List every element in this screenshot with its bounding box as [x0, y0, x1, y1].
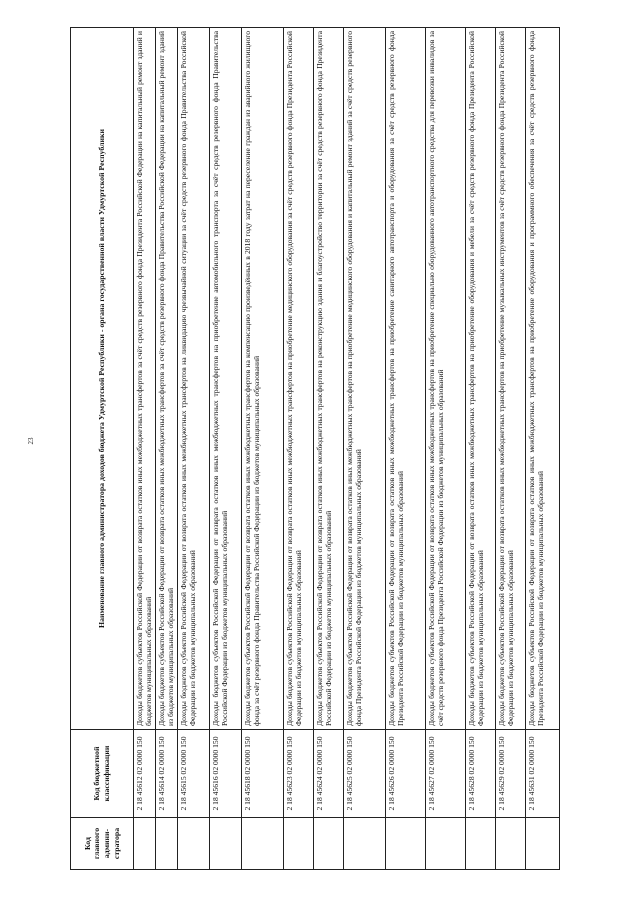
table-row [495, 28, 525, 870]
revenue-name-cell: Доходы бюджетов субъектов Российской Федерации от возврата остатков иных межбюджетных трансфертов на приобретение автомобильного транспорта за счёт средств резервного фонда Правительства Российской Федерации из бюджетов муниципальных образований [209, 28, 241, 730]
revenue-name-cell: Доходы бюджетов субъектов Российской Федерации от возврата остатков иных межбюджетных трансфертов на приобретение оборудования и программного обеспечения за счёт средств резервного фонда Президента Российской Федерации из бюджетов муниципальных образований [525, 28, 559, 730]
revenue-name-cell: Доходы бюджетов субъектов Российской Федерации от возврата остатков иных межбюджетных трансфертов на приобретение медицинского оборудования и капитальный ремонт зданий за счёт средств резервного фонда Президента Российской Федерации из бюджетов муниципальных образований [343, 28, 385, 730]
admin-code-cell [425, 818, 465, 870]
table-row [465, 28, 495, 870]
budget-code-cell: 2 18 45624 02 0000 150 [313, 730, 343, 818]
revenue-name-cell: Доходы бюджетов субъектов Российской Федерации от возврата остатков иных межбюджетных трансфертов на приобретение санитарного автотранспорта и оборудования за счёт средств резервного фонда Президента Российской Федерации из бюджетов муниципальных образований [385, 28, 425, 730]
revenue-name-cell: Доходы бюджетов субъектов Российской Федерации от возврата остатков иных межбюджетных трансфертов за счёт средств резервного фонда Президента Российской Федерации на капитальный ремонт зданий и бюджетов муниципальных образований [134, 28, 156, 730]
budget-code-cell: 2 18 45618 02 0000 150 [241, 730, 283, 818]
page-number: 23 [27, 437, 35, 445]
admin-code-cell [155, 818, 177, 870]
admin-code-cell [134, 818, 156, 870]
revenue-admin-table [70, 27, 560, 870]
admin-code-cell [241, 818, 283, 870]
admin-code-cell [385, 818, 425, 870]
admin-code-cell [283, 818, 313, 870]
header-budget-code: Код бюджетной классификации [71, 730, 134, 818]
budget-code-cell: 2 18 45612 02 0000 150 [134, 730, 156, 818]
document-page [70, 28, 570, 870]
budget-code-cell: 2 18 45629 02 0000 150 [495, 730, 525, 818]
budget-code-cell: 2 18 45623 02 0000 150 [283, 730, 313, 818]
revenue-name-cell: Доходы бюджетов субъектов Российской Федерации от возврата остатков иных межбюджетных трансфертов на ликвидацию чрезвычайной ситуации за счёт средств резервного фонда Правительства Российской Федерации из бюджетов муниципальных образований [177, 28, 209, 730]
budget-code-cell: 2 18 45627 02 0000 150 [425, 730, 465, 818]
budget-code-cell: 2 18 45626 02 0000 150 [385, 730, 425, 818]
admin-code-cell [313, 818, 343, 870]
table-row [209, 28, 241, 870]
revenue-name-cell: Доходы бюджетов субъектов Российской Федерации от возврата остатков иных межбюджетных трансфертов на приобретение медицинского оборудования за счёт средств резервного фонда Президента Российской Федерации из бюджетов муниципальных образований [283, 28, 313, 730]
admin-code-cell [495, 818, 525, 870]
header-name: Наименование главного администратора доходов бюджета Удмуртской Республики - органа государственной власти Удмуртской Республики [71, 28, 134, 730]
admin-code-cell [525, 818, 559, 870]
revenue-name-cell: Доходы бюджетов субъектов Российской Федерации от возврата остатков иных межбюджетных трансфертов на приобретение оборудования и мебели за счёт средств резервного фонда Президента Российской Федерации из бюджетов муниципальных образований [465, 28, 495, 730]
table-row [177, 28, 209, 870]
header-admin-code: Код главного админи-стратора [71, 818, 134, 870]
admin-code-cell [177, 818, 209, 870]
table-row [385, 28, 425, 870]
table-row [241, 28, 283, 870]
table-row [425, 28, 465, 870]
revenue-name-cell: Доходы бюджетов субъектов Российской Федерации от возврата остатков иных межбюджетных трансфертов на реконструкцию здания и благоустройство территории за счёт средств резервного фонда Президента Российской Федерации из бюджетов муниципальных образований [313, 28, 343, 730]
admin-code-cell [209, 818, 241, 870]
budget-code-cell: 2 18 45614 02 0000 150 [155, 730, 177, 818]
table-row [283, 28, 313, 870]
revenue-name-cell: Доходы бюджетов субъектов Российской Федерации от возврата остатков иных межбюджетных трансфертов на приобретение специально оборудованного автотранспортного средства для перевозки инвалидов за счёт средств резервного фонда Президента Российской Федерации из бюджетов муниципальных образований [425, 28, 465, 730]
table-row [525, 28, 559, 870]
admin-code-cell [465, 818, 495, 870]
budget-code-cell: 2 18 45631 02 0000 150 [525, 730, 559, 818]
budget-code-cell: 2 18 45628 02 0000 150 [465, 730, 495, 818]
table-row [343, 28, 385, 870]
admin-code-cell [343, 818, 385, 870]
budget-code-cell: 2 18 45615 02 0000 150 [177, 730, 209, 818]
table-row [155, 28, 177, 870]
table-row [134, 28, 156, 870]
table-row [313, 28, 343, 870]
revenue-name-cell: Доходы бюджетов субъектов Российской Федерации от возврата остатков иных межбюджетных трансфертов на компенсацию произведённых в 2018 году затрат на переселение граждан из аварийного жилищного фонда за счёт резервного фонда Правительства Российской Федерации из бюджетов муниципальных образований [241, 28, 283, 730]
budget-code-cell: 2 18 45616 02 0000 150 [209, 730, 241, 818]
budget-code-cell: 2 18 45625 02 0000 150 [343, 730, 385, 818]
revenue-name-cell: Доходы бюджетов субъектов Российской Федерации от возврата остатков иных межбюджетных трансфертов за счёт средств резервного фонда Правительства Российской Федерации на капитальный ремонт зданий из бюджетов муниципальных образований [155, 28, 177, 730]
revenue-name-cell: Доходы бюджетов субъектов Российской Федерации от возврата остатков иных межбюджетных трансфертов на приобретение музыкальных инструментов за счёт средств резервного фонда Президента Российской Федерации из бюджетов муниципальных образований [495, 28, 525, 730]
